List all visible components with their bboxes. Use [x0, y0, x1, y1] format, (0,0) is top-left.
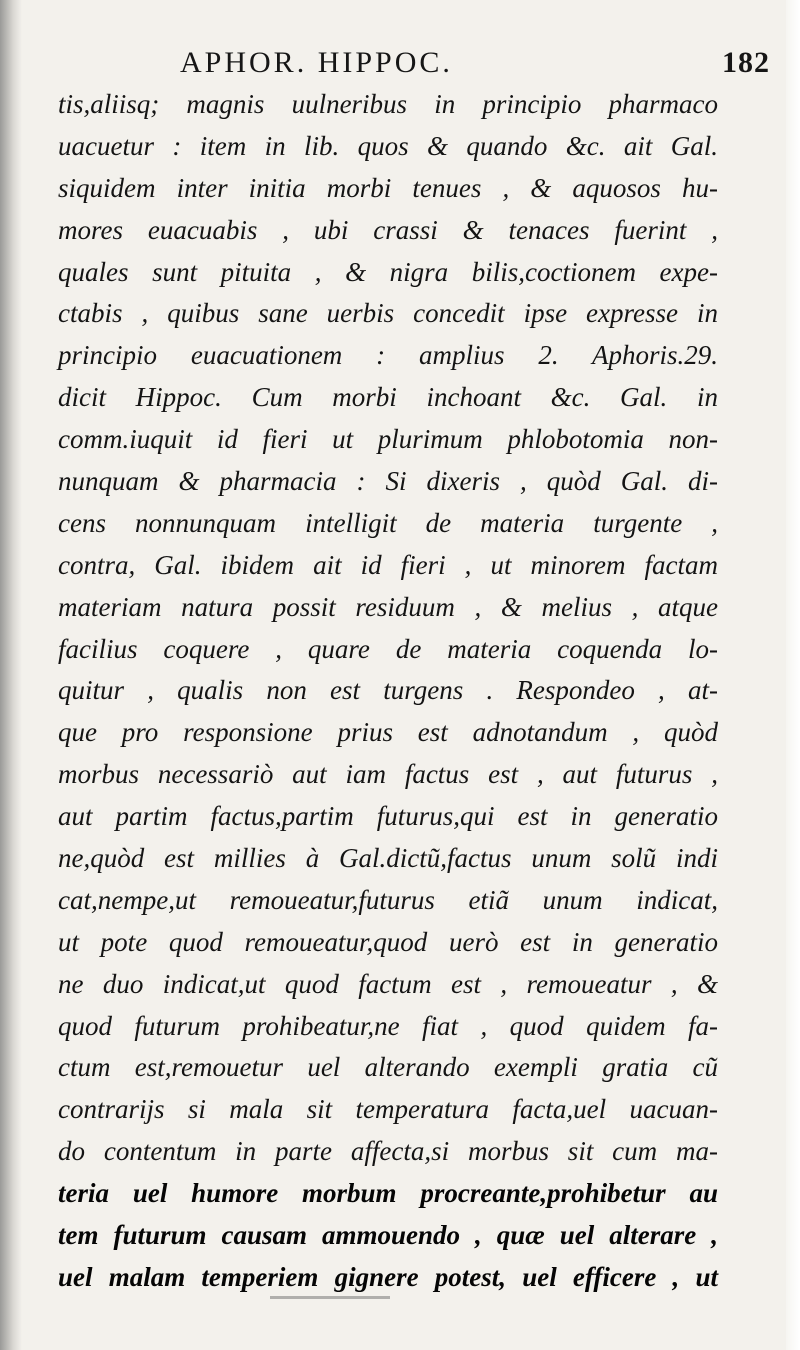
running-title: APHOR. HIPPOC.	[180, 46, 453, 79]
text-line: uel malam temperiem gignere potest, uel efficere , ut	[58, 1261, 718, 1292]
text-line: cens nonnunquam intelligit de materia turgente ,	[58, 507, 718, 538]
body-text	[58, 84, 718, 1299]
text-line: ctabis , quibus sane uerbis concedit ipse expresse in	[58, 298, 718, 329]
text-line: comm.iuquit id fieri ut plurimum phlobotomia non-	[58, 424, 718, 455]
text-line: aut partim factus,partim futurus,qui est in generatio	[58, 801, 718, 832]
text-line: do contentum in parte affecta,si morbus sit cum ma-	[58, 1136, 718, 1167]
text-line: quitur , qualis non est turgens . Respondeo , at-	[58, 675, 718, 706]
text-line: cat,nempe,ut remoueatur,futurus etiã unum indicat,	[58, 884, 718, 915]
page-number: 182	[722, 46, 770, 79]
page-edge	[786, 0, 800, 1350]
text-line: dicit Hippoc. Cum morbi inchoant &c. Gal. in	[58, 382, 718, 413]
text-line: siquidem inter initia morbi tenues , & aquosos hu-	[58, 172, 718, 203]
text-line: ut pote quod remoueatur,quod uerò est in generatio	[58, 926, 718, 957]
text-line: ne,quòd est millies à Gal.dictũ,factus unum solũ indi	[58, 843, 718, 874]
text-line: que pro responsione prius est adnotandum , quòd	[58, 717, 718, 748]
text-line: tem futurum causam ammouendo , quæ uel alterare ,	[58, 1220, 718, 1251]
text-line: morbus necessariò aut iam factus est , aut futurus ,	[58, 759, 718, 790]
printer-rule	[270, 1296, 390, 1299]
text-line: ctum est,remouetur uel alterando exempli gratia cũ	[58, 1052, 718, 1083]
text-line: principio euacuationem : amplius 2. Aphoris.29.	[58, 340, 718, 371]
text-line: quod futurum prohibeatur,ne fiat , quod quidem fa-	[58, 1010, 718, 1041]
text-line: quales sunt pituita , & nigra bilis,coctionem expe-	[58, 256, 718, 287]
text-line: teria uel humore morbum procreante,prohibetur au	[58, 1178, 718, 1209]
text-line: facilius coquere , quare de materia coquenda lo-	[58, 633, 718, 664]
text-line: nunquam & pharmacia : Si dixeris , quòd Gal. di-	[58, 466, 718, 497]
page-header	[0, 40, 800, 90]
text-line: uacuetur : item in lib. quos & quando &c. ait Gal.	[58, 130, 718, 161]
text-line: materiam natura possit residuum , & melius , atque	[58, 591, 718, 622]
text-line: mores euacuabis , ubi crassi & tenaces fuerint ,	[58, 214, 718, 245]
text-line: tis,aliisq; magnis uulneribus in principio pharmaco	[58, 89, 718, 119]
text-line: ne duo indicat,ut quod factum est , remoueatur , &	[58, 968, 718, 999]
text-line: contra, Gal. ibidem ait id fieri , ut minorem factam	[58, 549, 718, 580]
text-line: contrarijs si mala sit temperatura facta,uel uacuan-	[58, 1094, 718, 1125]
gutter-shadow	[0, 0, 22, 1350]
